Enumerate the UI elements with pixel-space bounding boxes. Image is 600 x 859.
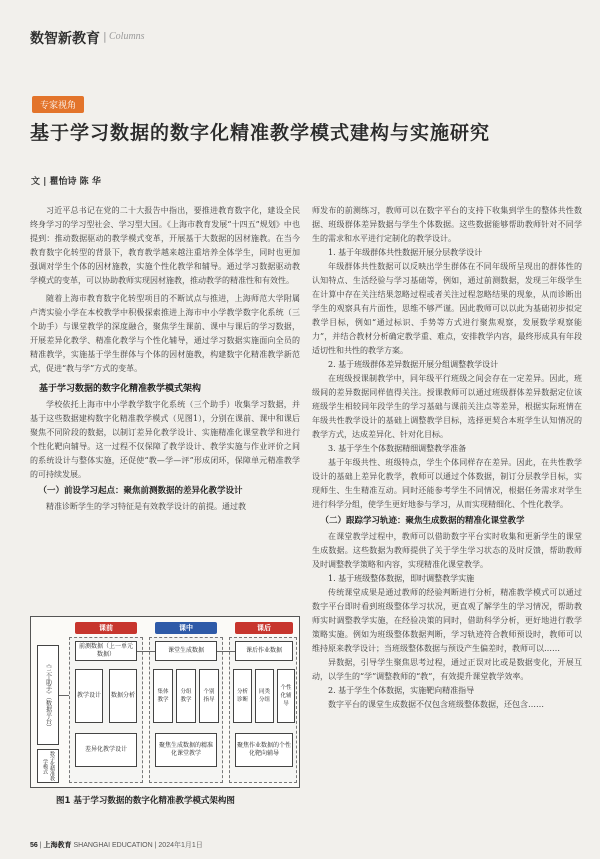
figure-arrow xyxy=(217,651,235,652)
figure-box-precise-class: 聚焦生成数据的精准化课堂教学 xyxy=(155,733,217,767)
left-column xyxy=(30,204,300,514)
subheading: 2. 基于班级群体差异数据开展分组调整教学设计 xyxy=(328,360,499,369)
section-paragraph: 学校依托上海市中小学教学数字化系统（三个助手）收集学习数据，并基于这些数据建构数字化精准教学模式（见图1），分别在课前、课中和课后聚焦不同阶段的数据，以制订差异化教学设计、实施精准化课堂教学和进行个性化靶向辅导。这一过程不仅保障了教学设计、教学实施与作业评价之间的系统设计与整体实施，还促使“教—学—评”形成闭环，保障单元精准教学的可持续发展。 xyxy=(30,400,300,479)
right-paragraph-1: 师发布的前测练习，教师可以在数字平台的支持下收集到学生的整体共性数据、班级群体差异数据与学生个体数据。这些数据能够帮助教师针对不同学生的需求和水平进行定制化的教学设计。 xyxy=(312,206,582,243)
article-title: 基于学习数据的数字化精准教学模式建构与实施研究 xyxy=(30,122,491,144)
figure-box-sub-group: 分组教学 xyxy=(176,669,196,723)
article-authors: 文 | 瞿怡诗 陈 华 xyxy=(31,177,101,187)
figure-box-diff-design: 差异化教学设计 xyxy=(75,733,137,767)
header-divider: | xyxy=(103,30,107,43)
body-paragraph: 基于年级共性、班级特点，学生个体同样存在差异。因此，在共性教学设计的基础上差异化教学，教师可以通过个体数据，制订分层教学目标，实现师生、生生精准互动。同时还能参考学生不同情况，根据任务需求对学生进行科学分组，使学生更好地参与学习，从而实现精细化、个性化教学。 xyxy=(312,458,582,509)
body-paragraph: 年级群体共性数据可以反映出学生群体在不同年级所呈现出的群体性的认知特点、生活经验与学习基础等，例如，通过前测数据，发现三年级学生在计算中存在关注结果忽略过程或者关注过程忽略结果的现象，从而诊断出学生的观察具有片面性，思维不够严谨。因此教师可以以此为基础初步拟定教学目标，例如“通过标识、手势等方式进行聚焦观察，发展数学观察能力”，并结合教材分析确定教学重、难点，安排教学内容，最终形成具有年段适切性和共性的教学方案。 xyxy=(312,262,582,355)
figure-col-head-post: 课后 xyxy=(235,622,293,634)
intro-paragraph-2: 随着上海市教育数字化转型项目的不断试点与推进，上海师范大学附属卢湾实验小学在本校教学中积极探索推进上海市中小学教学数字化系统（三个助手）与课堂教学的深度融合，聚焦学生课前、课中与课后的学习数据，开展差异化教学、精准化教学与个性化辅导，通过学习数据实施面向全员的精准教学，实施基于学生群体与个体的因材施教，构建数字化精准教学新范式，促进“教与学”方式的变革。 xyxy=(30,294,300,373)
page-number: 56 xyxy=(30,842,38,849)
figure-arrow xyxy=(59,695,69,696)
figure-box-grouping: 同类分组 xyxy=(255,669,274,723)
subsection-paragraph: 精准诊断学生的学习特征是有效教学设计的前提。通过教 xyxy=(46,502,246,511)
body-paragraph: 在班级授课制教学中，同年级平行班级之间会存在一定差异。因此，班级间的差异数据同样值得关注。授课教师可以通过班级群体差异数据定位该班级学生相较同年段学生的学习基础与课前关注点等差异，根据实际班情在年级共性教学设计的基础上调整教学目标，选择更契合本班学生认知情况的教学方式，达成差异化、针对化目标。 xyxy=(312,374,582,439)
figure-box-individual: 个别指导 xyxy=(199,669,219,723)
body-paragraph: 异数据，引导学生聚焦思考过程，通过正误对比或是数据变化，开展互动，以学生的“学”调整教师的“教”，有效提升课堂教学效率。 xyxy=(312,658,582,681)
figure-col-head-in: 课中 xyxy=(155,622,217,634)
right-column xyxy=(312,204,582,712)
figure-box-homework: 课后作业数据 xyxy=(235,641,293,661)
footer-date: 2024年1月1日 xyxy=(158,842,203,849)
subsection-heading: （一）前设学习起点：聚焦前测数据的差异化教学设计 xyxy=(38,486,243,496)
columns-label: Columns xyxy=(109,31,145,42)
figure-box-pretest: 前测数据（上一单元数据） xyxy=(75,641,137,661)
figure-caption: 图1 基于学习数据的数字化精准教学模式架构图 xyxy=(56,796,235,806)
model-figure xyxy=(30,616,300,788)
figure-box-group-teach: 集体教学 xyxy=(153,669,173,723)
subheading: 2. 基于学生个体数据，实施靶向精准指导 xyxy=(328,686,475,695)
figure-arrow xyxy=(137,651,155,652)
subheading: 1. 基于年级群体共性数据开展分层教学设计 xyxy=(328,248,483,257)
body-paragraph: 传统课堂成果是通过教师的经验判断进行分析，精准教学模式可以通过数字平台即时看到班级整体学习状况，更直观了解学生的学习情况，帮助教师实时调整教学实施，在经验决策的同时，借助科学分析，更好地进行教学策略实施。例如为班级整体数据判断，学习轨迹符合教师预设时，教师可以维持原来教学设计；当班级整体数据与预设产生偏差时，教师可以…… xyxy=(312,588,582,653)
footer-magazine-cn: 上海教育 xyxy=(43,842,72,849)
subheading: （二）跟踪学习轨迹：聚焦生成数据的精准化课堂教学 xyxy=(320,516,525,526)
figure-mode-label: 数字化精准教学模式 xyxy=(37,749,59,783)
figure-box-targeted: 聚焦作业数据的个性化靶向辅导 xyxy=(235,733,293,767)
footer-magazine-en: SHANGHAI EDUCATION xyxy=(73,842,153,849)
figure-box-design: 教学设计 xyxy=(75,669,103,723)
magazine-name: 数智新教育 xyxy=(30,31,100,47)
figure-box-analysis: 数据分析 xyxy=(109,669,137,723)
figure-box-tutoring: 个性化辅导 xyxy=(277,669,295,723)
intro-paragraph-1: 习近平总书记在党的二十大报告中指出，要推进教育数字化，建设全民终身学习的学习型社会、学习型大国。《上海市教育发展“十四五”规划》中也提到：推动数据驱动的教学模式变革，开展基于大数据的因材施教。在当今教育数字化转型的背景下，教育教学越来越注重培养全体学生，同时也更加强调对学生个体的因材施教，实施个性化教学和辅导。通过学习数据驱动教学模式的变革，可以协助教师实现因材施教，推动教学的精准性和有效性。 xyxy=(30,206,300,285)
figure-platform-label: 《三个助手》（数据平台） xyxy=(37,645,59,745)
right-items xyxy=(312,246,582,712)
figure-box-diagnosis: 分析诊断 xyxy=(233,669,252,723)
body-paragraph: 在课堂教学过程中，教师可以借助数字平台实时收集和更新学生的课堂生成数据。这些数据为教师提供了关于学生学习状态的及时反馈，帮助教师及时调整教学策略和内容，实现精准化课堂教学。 xyxy=(312,532,582,569)
figure-col-head-pre: 课前 xyxy=(75,622,137,634)
body-paragraph: 数字平台的课堂生成数据不仅包含班级整体数据，还包含…… xyxy=(328,700,544,709)
section-heading: 基于学习数据的数字化精准教学模式架构 xyxy=(39,384,202,394)
figure-box-generated: 课堂生成数据 xyxy=(155,641,217,661)
page-footer: 56 | 上海教育 SHANGHAI EDUCATION | 2024年1月1日 xyxy=(30,842,203,849)
subheading: 1. 基于班级整体数据，即时调整教学实施 xyxy=(328,574,475,583)
subheading: 3. 基于学生个体数据精细调整教学准备 xyxy=(328,444,467,453)
section-tag: 专家视角 xyxy=(32,96,84,113)
